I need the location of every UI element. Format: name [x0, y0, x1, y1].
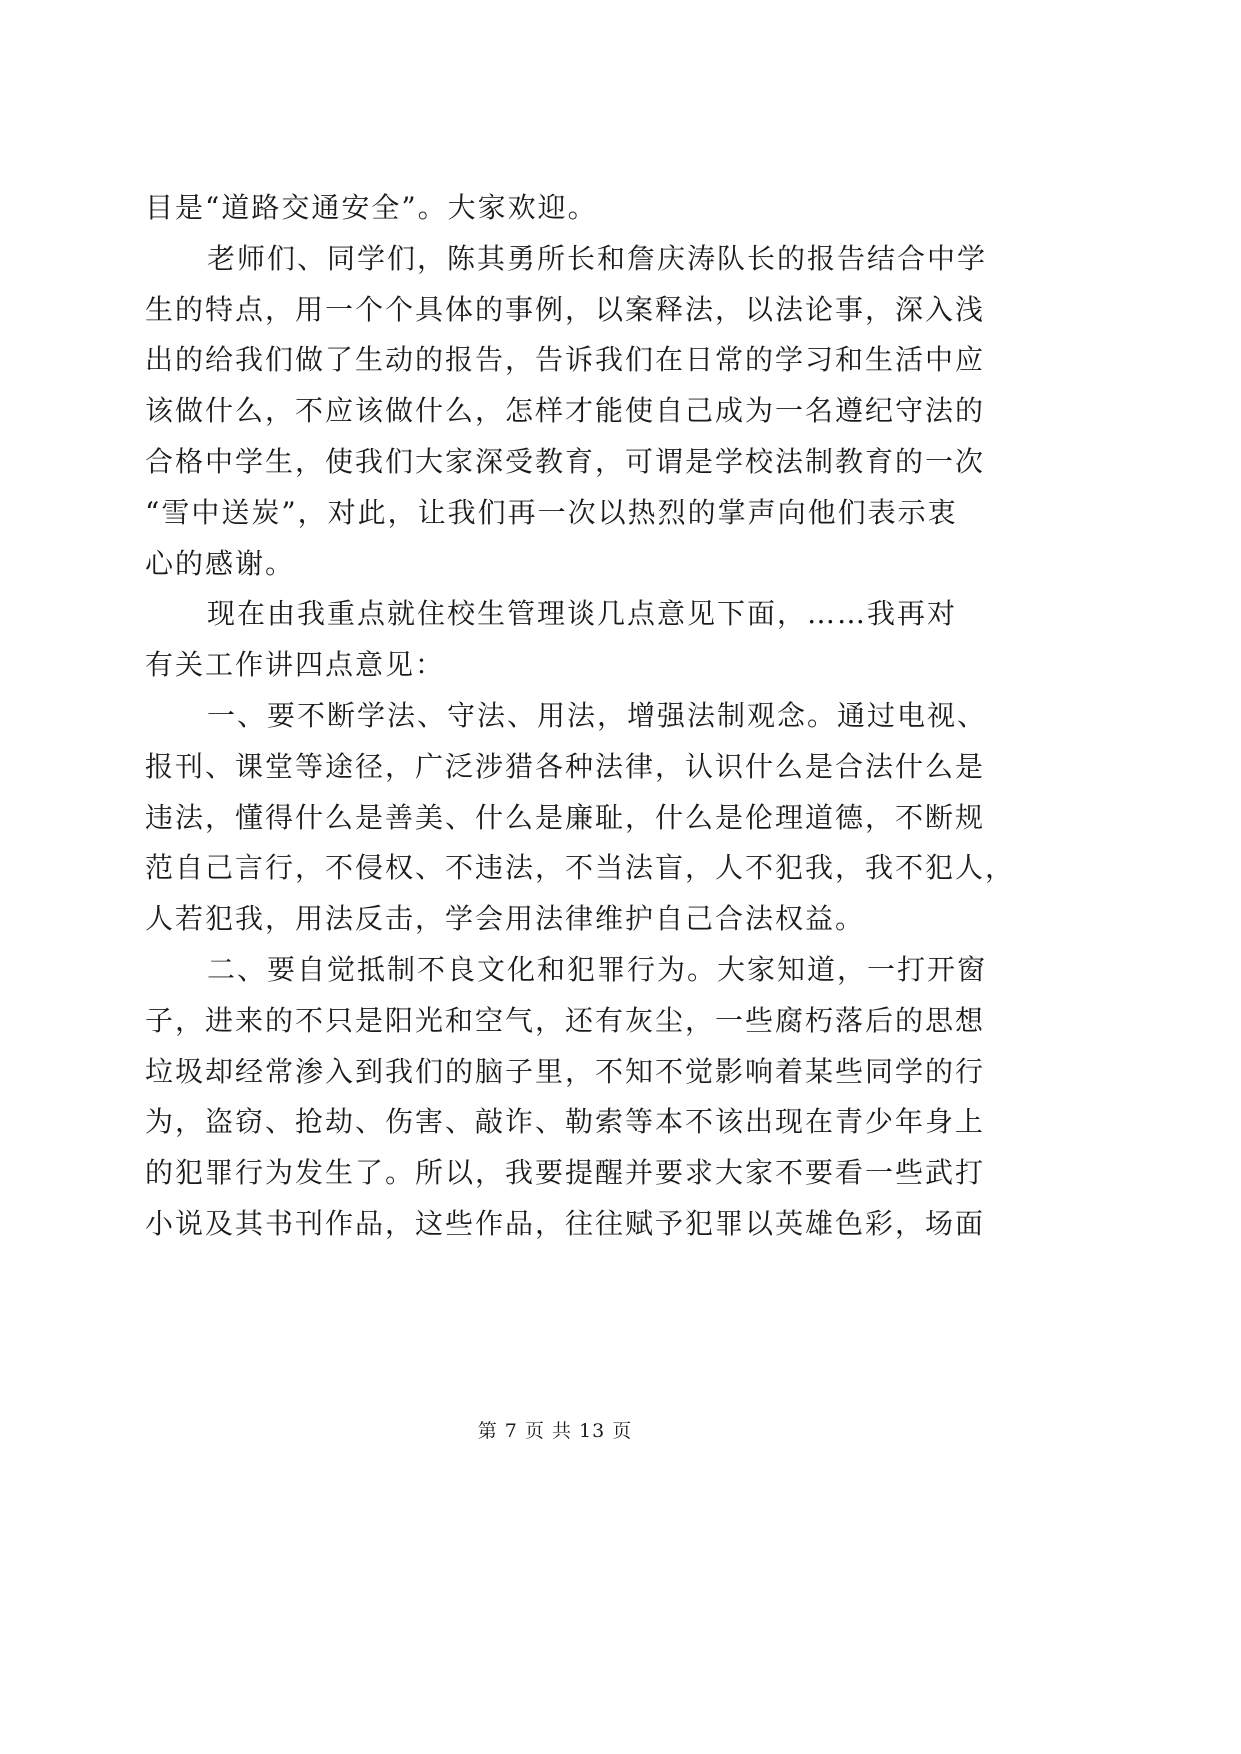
text-line: 老师们、同学们，陈其勇所长和詹庆涛队长的报告结合中学: [207, 241, 988, 275]
text-line: 报刊、课堂等途径，广泛涉猎各种法律，认识什么是合法什么是: [145, 749, 986, 783]
text-line: 二、要自觉抵制不良文化和犯罪行为。大家知道，一打开窗: [207, 952, 988, 986]
text-line: 子，进来的不只是阳光和空气，还有灰尘，一些腐朽落后的思想: [145, 1003, 986, 1037]
text-line: 一、要不断学法、守法、用法，增强法制观念。通过电视、: [207, 698, 988, 732]
page-footer: 第 7 页 共 13 页: [477, 1420, 633, 1442]
text-line: 垃圾却经常渗入到我们的脑子里，不知不觉影响着某些同学的行: [145, 1054, 986, 1088]
text-line: 有关工作讲四点意见：: [145, 648, 446, 682]
text-line: 人若犯我，用法反击，学会用法律维护自己合法权益。: [145, 902, 866, 936]
text-line: 现在由我重点就住校生管理谈几点意见下面，……我再对: [207, 597, 958, 631]
text-line: 目是“道路交通安全”。大家欢迎。: [145, 191, 598, 224]
text-line: 小说及其书刊作品，这些作品，往往赋予犯罪以英雄色彩，场面: [145, 1206, 986, 1240]
text-line: 合格中学生，使我们大家深受教育，可谓是学校法制教育的一次: [145, 444, 986, 478]
text-line: 违法，懂得什么是善美、什么是廉耻，什么是伦理道德，不断规: [145, 800, 986, 834]
text-line: 生的特点，用一个个具体的事例，以案释法，以法论事，深入浅: [145, 292, 986, 326]
text-line: 范自己言行，不侵权、不违法，不当法盲，人不犯我，我不犯人，: [145, 851, 1016, 885]
text-line: 为，盗窃、抢劫、伤害、敲诈、勒索等本不该出现在青少年身上: [145, 1105, 986, 1139]
document-body: [145, 183, 1016, 1250]
text-line: 心的感谢。: [145, 546, 296, 580]
text-line: 的犯罪行为发生了。所以，我要提醒并要求大家不要看一些武打: [145, 1156, 986, 1190]
text-line: 该做什么，不应该做什么，怎样才能使自己成为一名遵纪守法的: [145, 394, 986, 428]
text-line: “雪中送炭”，对此，让我们再一次以热烈的掌声向他们表示衷: [145, 495, 958, 529]
text-line: 出的给我们做了生动的报告，告诉我们在日常的学习和生活中应: [145, 343, 986, 377]
